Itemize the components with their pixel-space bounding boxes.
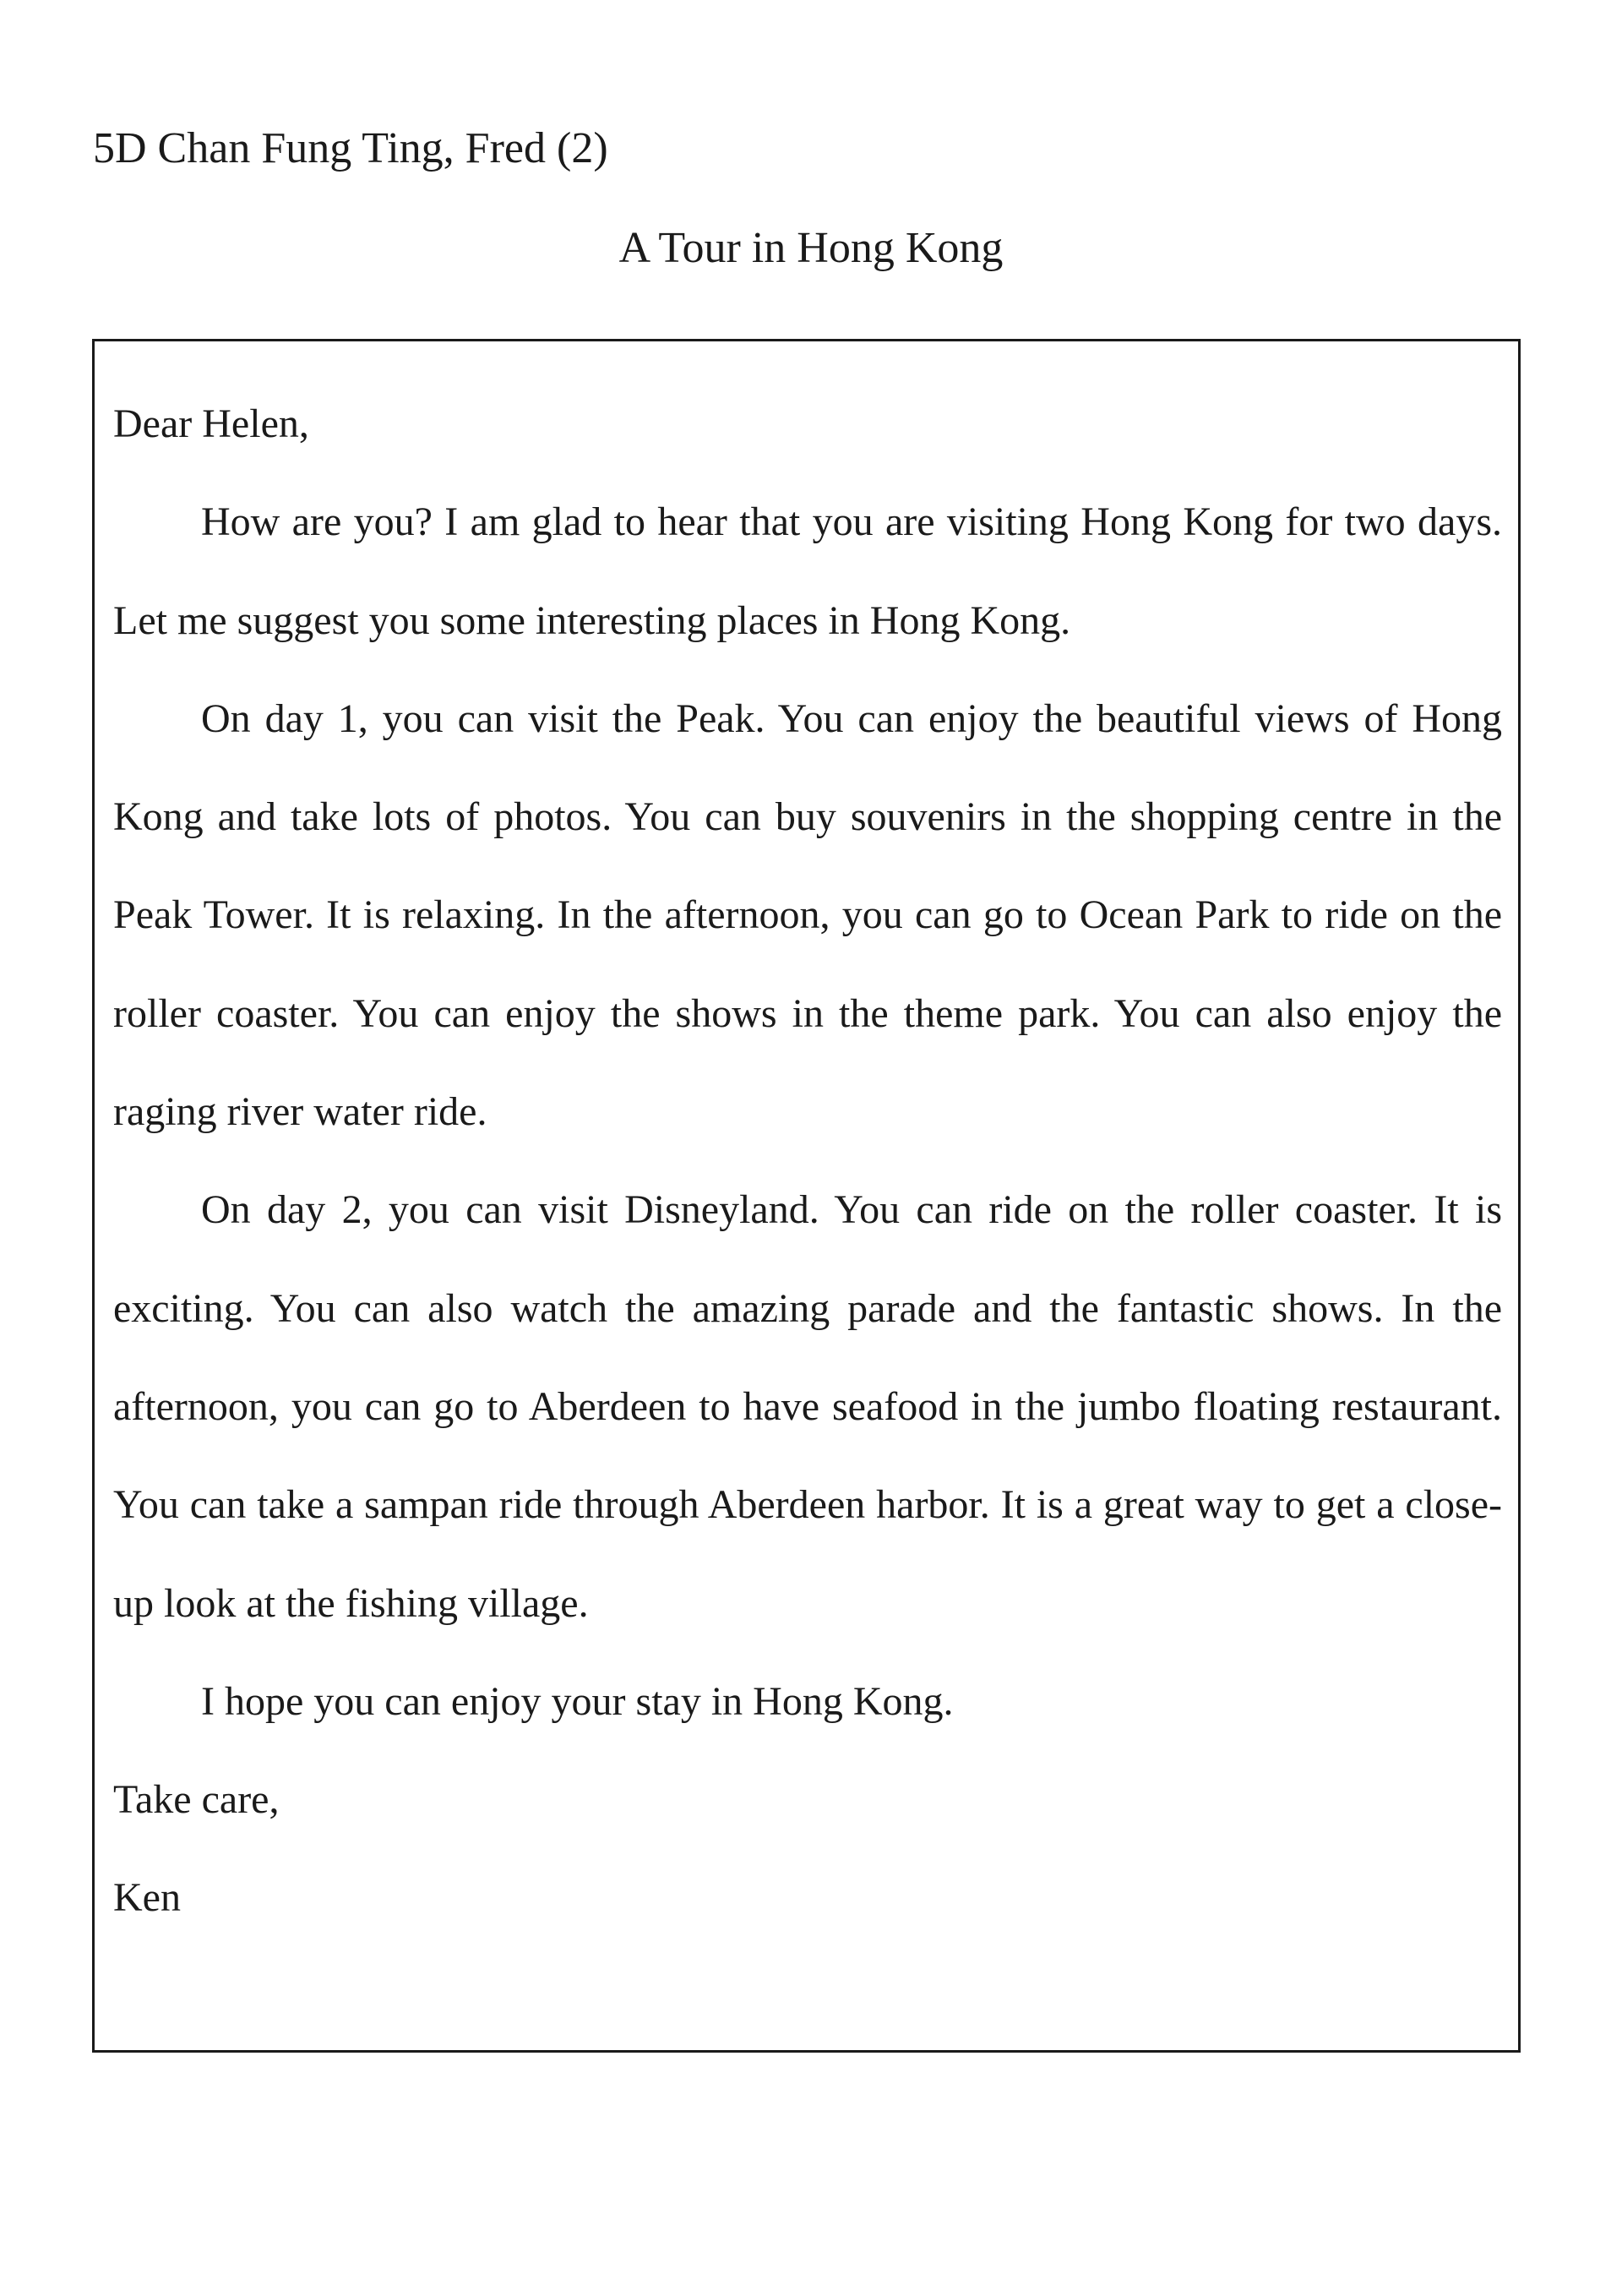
letter-paragraph-intro: How are you? I am glad to hear that you are visiting Hong Kong for two days. Let me suggest you some interesting places in Hong Kong. (113, 499, 1502, 643)
letter-signature: Ken (113, 1875, 181, 1921)
letter-body (113, 375, 1502, 1948)
page-title: A Tour in Hong Kong (618, 224, 1004, 272)
student-info: 5D Chan Fung Ting, Fred (2) (93, 124, 608, 172)
letter-paragraph-closing-wish: I hope you can enjoy your stay in Hong Kong. (201, 1678, 954, 1724)
letter-paragraph-day-2: On day 2, you can visit Disneyland. You can ride on the roller coaster. It is exciting. You can also watch the amazing parade and the fantastic shows. In the afternoon, you can go to Aberdeen to have seafood in the jumbo floating restaurant. You can take a sampan ride through Aberdeen harbor. It is a great way to get a close-up look at the fishing village. (113, 1187, 1502, 1626)
letter-salutation: Dear Helen, (113, 401, 309, 446)
letter-closing: Take care, (113, 1777, 280, 1823)
letter-paragraph-day-1: On day 1, you can visit the Peak. You can enjoy the beautiful views of Hong Kong and take lots of photos. You can buy souvenirs in the shopping centre in the Peak Tower. It is relaxing. In the afternoon, you can go to Ocean Park to ride on the roller coaster. You can enjoy the shows in the theme park. You can also enjoy the raging river water ride. (113, 695, 1502, 1135)
